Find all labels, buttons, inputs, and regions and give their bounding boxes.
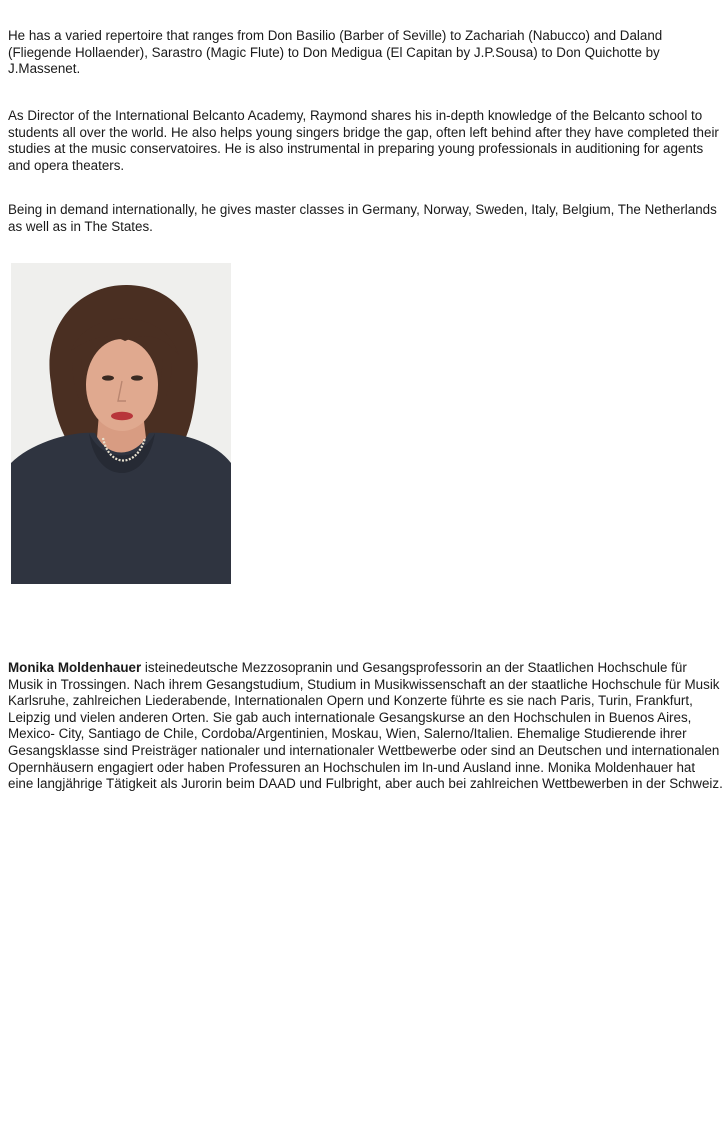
- moldenhauer-bio-paragraph: [8, 660, 724, 793]
- academy-paragraph: As Director of the International Belcanto Academy, Raymond shares his in-depth knowledge of the Belcanto school to students all over the world. He also helps young singers bridge the gap, often left behind after they have completed their studies at the music conservatoires. He is also instrumental in preparing young professionals in auditioning for agents and opera theaters.: [8, 108, 719, 173]
- portrait-photo: [11, 263, 231, 584]
- repertoire-paragraph: He has a varied repertoire that ranges from Don Basilio (Barber of Seville) to Zachariah (Nabucco) and Daland (Fliegende Hollaender), Sarastro (Magic Flute) to Don Medigua (El Capitan by J.P.Sousa) to Don Quichotte by J.Massenet.: [8, 28, 663, 77]
- bio-text: isteinedeutsche Mezzosopranin und Gesangsprofessorin an der Staatlichen Hochschule für Musik in Trossingen. Nach ihrem Gesangstudium, Studium in Musikwissenschaft an der staatliche Hochschule für Musik Karlsruhe, zahlreichen Liederabende, Internationalen Opern und Konzerte führte es sie nach Paris, Turin, Frankfurt, Leipzig und vielen anderen Orten. Sie gab auch internationale Gesangskurse an den Hochschulen in Buenos Aires, Mexico- City, Santiago de Chile, Cordoba/Argentinien, Moskau, Wien, Salerno/Italien. Ehemalige Studierende ihrer Gesangsklasse sind Preisträger nationaler und internationaler Wettbewerbe oder sind an Deutschen und internationalen Opernhäusern engagiert oder haben Professuren an Hochschulen im In-und Ausland inne. Monika Moldenhauer hat eine langjährige Tätigkeit als Jurorin beim DAAD und Fulbright, aber auch bei zahlreichen Wettbewerben in der Schweiz.: [8, 660, 723, 792]
- bio-name: Monika Moldenhauer: [8, 660, 142, 675]
- master-classes-paragraph: Being in demand internationally, he gives master classes in Germany, Norway, Sweden, Italy, Belgium, The Netherlands as well as in The States.: [8, 202, 717, 234]
